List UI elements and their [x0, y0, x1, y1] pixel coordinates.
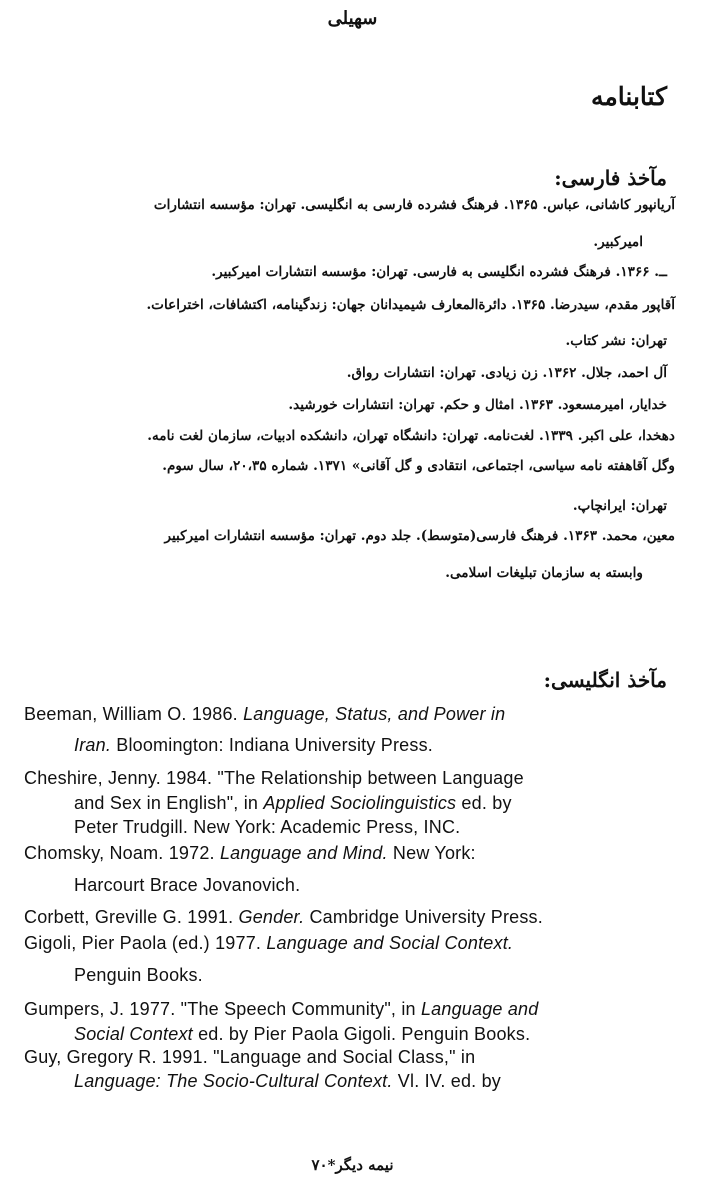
persian-ref-line: دهخدا، علی اکبر. ۱۳۳۹. لغت‌نامه. تهران: دانشگاه تهران، دانشکده ادبیات، سازمان لغت نامه. — [147, 428, 675, 444]
english-ref-line: Penguin Books. — [74, 965, 203, 985]
persian-ref-line: آقاپور مقدم، سیدرضا. ۱۳۶۵. دائرة‌المعارف شیمیدانان جهان: زندگینامه، اکتشافات، اختراعات. — [146, 297, 675, 313]
persian-ref-line: امیرکبیر. — [593, 234, 643, 250]
english-ref-line: Chomsky, Noam. 1972. Language and Mind. New York: — [24, 843, 476, 863]
page-footer: نیمه دیگر*۷۰ — [311, 1156, 394, 1174]
persian-ref-line: وگل آقاهفته نامه سیاسی، اجتماعی، انتقادی و گل آقانی» ۱۳۷۱. شماره ۲۰،۳۵، سال سوم. — [162, 458, 675, 474]
english-ref-line: Gigoli, Pier Paola (ed.) 1977. Language and Social Context. — [24, 933, 514, 953]
english-ref-line: Language: The Socio-Cultural Context. Vl. IV. ed. by — [74, 1071, 501, 1091]
english-ref-line: Corbett, Greville G. 1991. Gender. Cambridge University Press. — [24, 907, 543, 927]
english-ref-line: and Sex in English", in Applied Sociolinguistics ed. by — [74, 793, 512, 813]
english-sources-heading: مآخذ انگلیسی: — [543, 668, 667, 692]
english-ref-line: Social Context ed. by Pier Paola Gigoli. Penguin Books. — [74, 1024, 531, 1044]
running-head: سهیلی — [327, 8, 378, 29]
english-ref-line: Harcourt Brace Jovanovich. — [74, 875, 301, 895]
persian-ref-line: آریانپور کاشانی، عباس. ۱۳۶۵. فرهنگ فشرده فارسی به انگلیسی. تهران: مؤسسه انتشارات — [153, 197, 675, 213]
persian-ref-line: آل احمد، جلال. ۱۳۶۲. زن زیادی. تهران: انتشارات رواق. — [346, 365, 667, 381]
persian-sources-heading: مآخذ فارسی: — [554, 166, 667, 190]
english-ref-line: Beeman, William O. 1986. Language, Status, and Power in — [24, 704, 506, 724]
persian-ref-line: معین، محمد. ۱۳۶۳. فرهنگ فارسی(متوسط). جلد دوم. تهران: مؤسسه انتشارات امیرکبیر — [164, 528, 675, 544]
persian-ref-line: خدایار، امیرمسعود. ۱۳۶۳. امثال و حکم. تهران: انتشارات خورشید. — [288, 397, 667, 413]
section-title: کتابنامه — [591, 82, 667, 111]
english-ref-line: Guy, Gregory R. 1991. "Language and Social Class," in — [24, 1047, 476, 1067]
persian-ref-line: ــ. ۱۳۶۶. فرهنگ فشرده انگلیسی به فارسی. تهران: مؤسسه انتشارات امیرکبیر. — [211, 264, 667, 280]
persian-ref-line: وابسته به سازمان تبلیغات اسلامی. — [445, 565, 643, 581]
english-ref-line: Gumpers, J. 1977. "The Speech Community", in Language and — [24, 999, 539, 1019]
english-ref-line: Iran. Bloomington: Indiana University Press. — [74, 735, 433, 755]
english-ref-line: Peter Trudgill. New York: Academic Press, INC. — [74, 817, 461, 837]
persian-ref-line: تهران: نشر کتاب. — [565, 333, 667, 349]
english-ref-line: Cheshire, Jenny. 1984. "The Relationship between Language — [24, 768, 524, 788]
persian-ref-line: تهران: ایرانچاپ. — [572, 498, 667, 514]
